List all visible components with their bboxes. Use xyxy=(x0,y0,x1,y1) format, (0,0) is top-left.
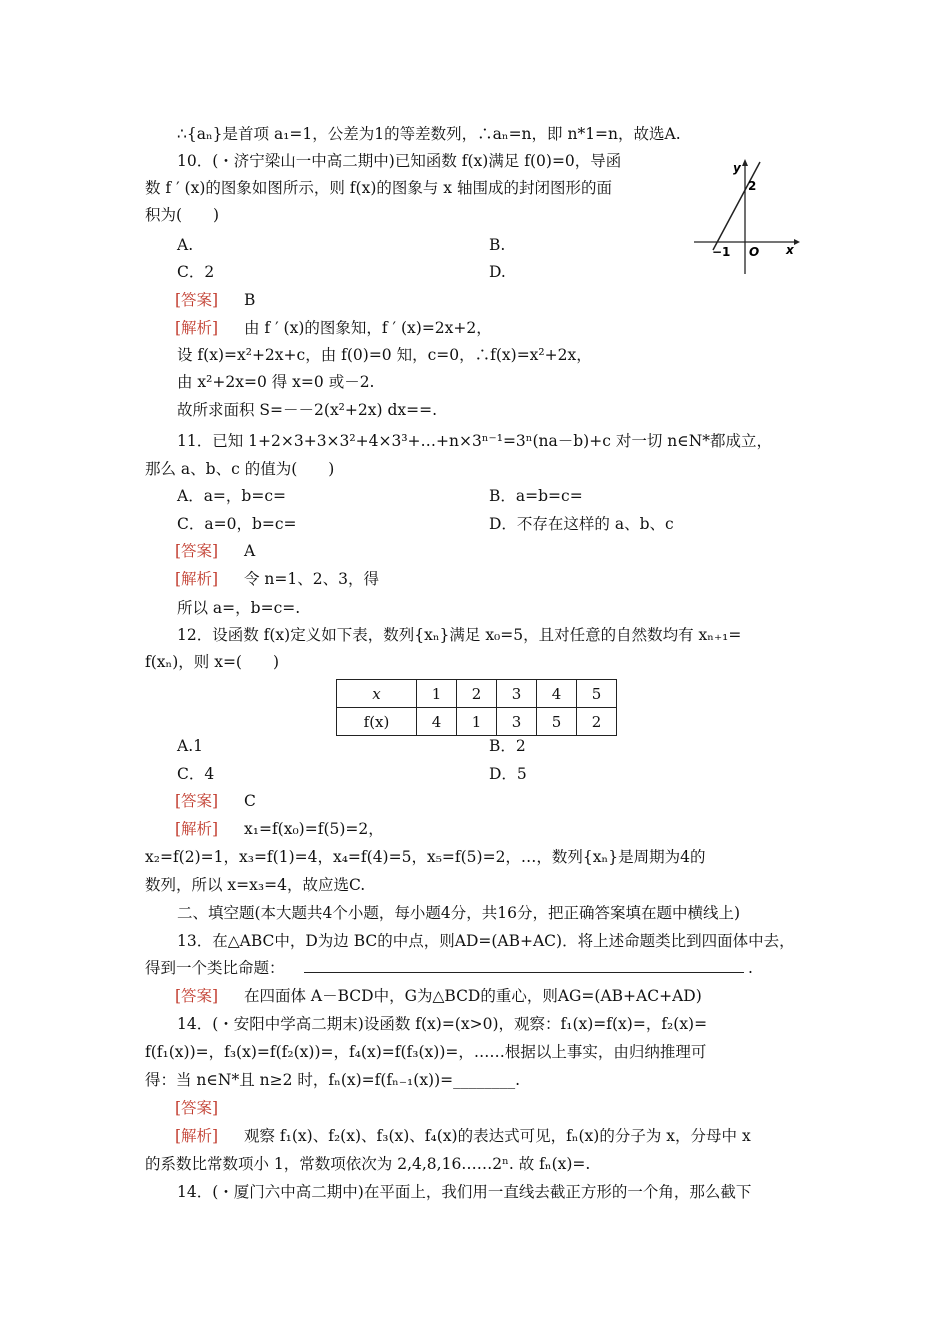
q13-period: . xyxy=(748,959,753,977)
table-cell: 1 xyxy=(457,708,497,736)
option-d: D．不存在这样的 a、b、c xyxy=(489,515,674,533)
q13-line1: 13．在△ABC中，D为边 BC的中点，则AD=(AB+AC)．将上述命题类比到四面体中去， xyxy=(177,932,795,950)
table-cell: 5 xyxy=(577,680,617,708)
q10-line1: 10．(・济宁梁山一中高二期中)已知函数 f(x)满足 f(0)=0，导函 xyxy=(177,152,622,170)
table-row xyxy=(337,708,617,736)
answer-label: [答案] xyxy=(175,542,219,560)
q14b-line1: 14．(・厦门六中高二期中)在平面上，我们用一直线去截正方形的一个角，那么截下 xyxy=(177,1183,752,1201)
q14-line2: f(f₁(x))=，f₃(x)=f(f₂(x))=，f₄(x)=f(f₃(x))=，……根据以上事实，由归纳推理可 xyxy=(145,1043,707,1061)
q11-line2: 那么 a、b、c 的值为( ) xyxy=(145,460,335,478)
answer-value: 在四面体 A－BCD中，G为△BCD的重心，则AG=(AB+AC+AD) xyxy=(244,987,702,1005)
analysis-label: [解析] xyxy=(175,319,219,337)
q14-line3: 得：当 n∈N*且 n≥2 时，fₙ(x)=f(fₙ₋₁(x))=________. xyxy=(145,1071,521,1089)
analysis-line: x₂=f(2)=1，x₃=f(1)=4，x₄=f(4)=5，x₅=f(5)=2，…，数列{xₙ}是周期为4的 xyxy=(145,848,706,866)
table-cell: 5 xyxy=(537,708,577,736)
option-d: D．5 xyxy=(489,765,527,783)
table-cell: f(x) xyxy=(337,708,417,736)
answer-label: [答案] xyxy=(175,1099,219,1117)
section-heading: 二、填空题(本大题共4个小题，每小题4分，共16分，把正确答案填在题中横线上) xyxy=(177,904,741,922)
analysis-line: 设 f(x)=x²+2x+c，由 f(0)=0 知，c=0，∴f(x)=x²+2x， xyxy=(177,346,592,364)
intercept-two: 2 xyxy=(748,179,757,193)
q12-line1: 12．设函数 f(x)定义如下表，数列{xₙ}满足 x₀=5，且对任意的自然数均有 xₙ₊₁= xyxy=(177,626,742,644)
table-cell: 3 xyxy=(497,708,537,736)
option-a: A.1 xyxy=(177,737,203,755)
analysis-label: [解析] xyxy=(175,820,219,838)
analysis-label: [解析] xyxy=(175,1127,219,1145)
q10-line2: 数 f ′ (x)的图象如图所示，则 f(x)的图象与 x 轴围成的封闭图形的面 xyxy=(145,179,612,197)
table-cell: 1 xyxy=(417,680,457,708)
derivative-line xyxy=(713,162,760,250)
option-c: C．2 xyxy=(177,263,215,281)
q13-line2: 得到一个类比命题： xyxy=(145,959,285,977)
answer-value: B xyxy=(244,291,256,309)
analysis-line: 所以 a=，b=c=. xyxy=(177,599,301,617)
function-table xyxy=(336,679,617,736)
answer-label: [答案] xyxy=(175,987,219,1005)
analysis-line: 数列，所以 x=x₃=4，故应选C. xyxy=(145,876,366,894)
answer-blank-line xyxy=(304,972,744,973)
origin-label: O xyxy=(749,245,760,259)
x-axis-arrow-icon xyxy=(794,239,800,245)
option-c: C．4 xyxy=(177,765,215,783)
q10-line3: 积为( ) xyxy=(145,206,220,224)
analysis-line: 的系数比常数项小 1，常数项依次为 2,4,8,16……2ⁿ. 故 fₙ(x)=. xyxy=(145,1155,591,1173)
table-cell: 4 xyxy=(417,708,457,736)
table-cell: x xyxy=(337,680,417,708)
option-c: C．a=0，b=c= xyxy=(177,515,297,533)
q12-line2: f(xₙ)，则 x=( ) xyxy=(145,653,280,671)
intercept-neg-one: −1 xyxy=(712,245,731,259)
table-cell: 4 xyxy=(537,680,577,708)
derivative-graph xyxy=(690,150,802,280)
answer-label: [答案] xyxy=(175,792,219,810)
table-row xyxy=(337,680,617,708)
analysis-text: 令 n=1、2、3，得 xyxy=(244,570,379,588)
y-label: y xyxy=(733,161,741,175)
analysis-line: 由 x²+2x=0 得 x=0 或－2. xyxy=(177,373,375,391)
answer-value: A xyxy=(244,542,256,560)
x-label: x xyxy=(786,243,794,257)
option-b: B．a=b=c= xyxy=(489,487,583,505)
table-cell: 2 xyxy=(457,680,497,708)
q14-line1: 14．(・安阳中学高二期末)设函数 f(x)=(x>0)，观察：f₁(x)=f(x)=，f₂(x)= xyxy=(177,1015,708,1033)
option-d: D. xyxy=(489,263,506,281)
analysis-text: x₁=f(x₀)=f(5)=2， xyxy=(244,820,384,838)
answer-value: C xyxy=(244,792,256,810)
option-a: A. xyxy=(177,236,194,254)
analysis-text: 观察 f₁(x)、f₂(x)、f₃(x)、f₄(x)的表达式可见，fₙ(x)的分子为 x，分母中 x xyxy=(244,1127,751,1145)
option-b: B．2 xyxy=(489,737,526,755)
option-a: A．a=，b=c= xyxy=(177,487,286,505)
option-b: B. xyxy=(489,236,506,254)
table-cell: 2 xyxy=(577,708,617,736)
answer-label: [答案] xyxy=(175,291,219,309)
table-cell: 3 xyxy=(497,680,537,708)
analysis-line: 故所求面积 S=－－2(x²+2x) dx==. xyxy=(177,401,438,419)
line: ∴{aₙ}是首项 a₁=1，公差为1的等差数列，∴aₙ=n，即 n*1=n，故选A. xyxy=(177,125,681,143)
q11-line1: 11．已知 1+2×3+3×3²+4×3³+…+n×3ⁿ⁻¹=3ⁿ(na－b)+c 对一切 n∈N*都成立， xyxy=(177,432,773,450)
y-axis-arrow-icon xyxy=(742,159,748,166)
analysis-text: 由 f ′ (x)的图象知，f ′ (x)=2x+2， xyxy=(244,319,492,337)
analysis-label: [解析] xyxy=(175,570,219,588)
